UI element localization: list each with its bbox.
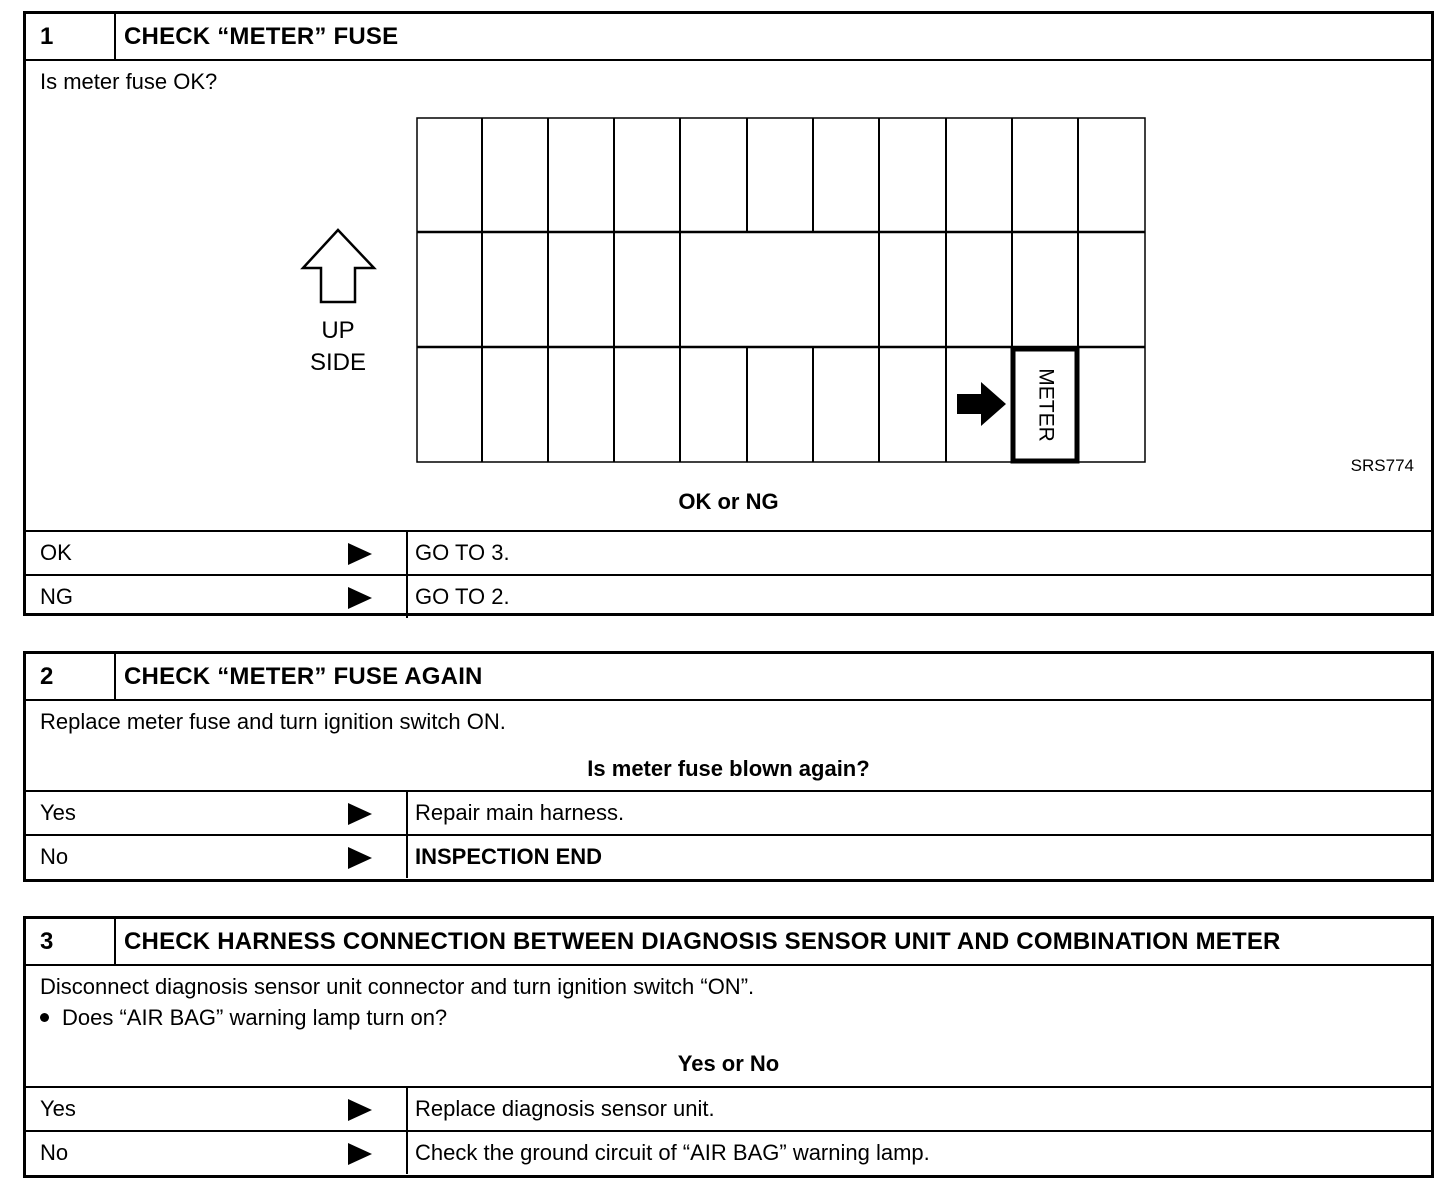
step-question: OK or NG — [678, 489, 779, 514]
up-arrow-icon — [303, 230, 374, 302]
triangle-arrow-icon — [348, 847, 372, 869]
side-label: SIDE — [309, 349, 367, 376]
result-row-ng — [26, 574, 1431, 618]
step-title: CHECK “METER” FUSE AGAIN — [124, 663, 483, 690]
answer-label: Yes — [40, 1096, 76, 1121]
step-title: CHECK “METER” FUSE — [124, 23, 399, 50]
step-1-body — [26, 61, 1431, 530]
triangle-arrow-icon — [348, 543, 372, 565]
step-instruction: Is meter fuse OK? — [40, 69, 218, 94]
step-question: Yes or No — [677, 1051, 780, 1076]
action-text: GO TO 2. — [415, 584, 510, 609]
step-3-table — [23, 916, 1434, 1178]
result-row-yes — [26, 790, 1431, 834]
triangle-arrow-icon — [348, 1099, 372, 1121]
up-label: UP — [321, 317, 355, 344]
step-number: 3 — [26, 919, 116, 964]
action-text: INSPECTION END — [415, 844, 603, 869]
pointer-arrow-icon — [957, 382, 1006, 426]
step-instruction: Disconnect diagnosis sensor unit connector and turn ignition switch “ON”. — [40, 974, 755, 999]
answer-label: Yes — [40, 800, 76, 825]
answer-label: No — [40, 844, 69, 869]
step-3-header — [26, 919, 1431, 966]
step-instruction: Replace meter fuse and turn ignition switch ON. — [40, 709, 506, 734]
triangle-arrow-icon — [348, 587, 372, 609]
step-number: 2 — [26, 654, 116, 699]
answer-label: No — [40, 1140, 69, 1165]
result-row-no — [26, 1130, 1431, 1174]
step-number: 1 — [26, 14, 116, 59]
step-2-header — [26, 654, 1431, 701]
action-text: GO TO 3. — [415, 540, 510, 565]
result-row-ok — [26, 530, 1431, 574]
step-question: Is meter fuse blown again? — [587, 756, 870, 781]
answer-label: NG — [40, 584, 73, 609]
meter-fuse-label: METER — [1034, 368, 1058, 442]
step-title: CHECK HARNESS CONNECTION BETWEEN DIAGNOSIS SENSOR UNIT AND COMBINATION METER — [124, 928, 1281, 955]
step-2-body — [26, 701, 1431, 790]
step-2-table — [23, 651, 1434, 882]
answer-label: OK — [40, 540, 72, 565]
action-text: Check the ground circuit of “AIR BAG” warning lamp. — [415, 1140, 930, 1165]
step-1-table — [23, 11, 1434, 616]
result-row-no — [26, 834, 1431, 878]
action-text: Replace diagnosis sensor unit. — [415, 1096, 715, 1121]
result-row-yes — [26, 1086, 1431, 1130]
bullet-icon — [40, 1013, 49, 1022]
step-3-body — [26, 966, 1431, 1086]
bullet-text: Does “AIR BAG” warning lamp turn on? — [62, 1005, 448, 1030]
action-text: Repair main harness. — [415, 800, 625, 825]
fuse-block-diagram — [26, 61, 1431, 530]
figure-code: SRS774 — [1350, 456, 1414, 475]
triangle-arrow-icon — [348, 803, 372, 825]
triangle-arrow-icon — [348, 1143, 372, 1165]
step-1-header — [26, 14, 1431, 61]
step-bullet-item — [26, 1002, 1431, 1033]
